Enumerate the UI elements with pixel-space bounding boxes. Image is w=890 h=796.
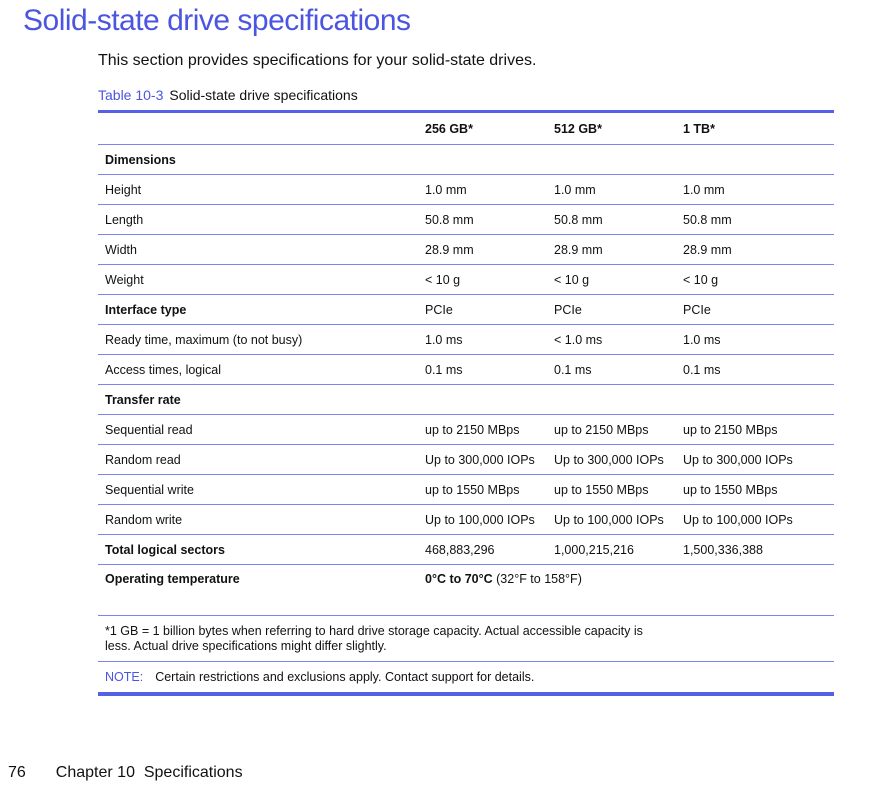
cell: up to 2150 MBps (547, 415, 676, 445)
cell: < 10 g (547, 265, 676, 295)
cell: 1.0 ms (418, 325, 547, 355)
row-label: Sequential read (98, 415, 418, 445)
table-row (98, 325, 834, 355)
cell: up to 1550 MBps (418, 475, 547, 505)
row-label: Height (98, 175, 418, 205)
row-label: Sequential write (98, 475, 418, 505)
cell: PCIe (676, 295, 834, 325)
cell: < 1.0 ms (547, 325, 676, 355)
cell: 468,883,296 (418, 535, 547, 565)
cell: 1.0 mm (547, 175, 676, 205)
cell: 1.0 mm (418, 175, 547, 205)
intro-text: This section provides specifications for your solid-state drives. (98, 52, 537, 69)
row-label: Dimensions (98, 145, 418, 175)
table-row (98, 235, 834, 265)
cell: 1,000,215,216 (547, 535, 676, 565)
cell: Up to 300,000 IOPs (676, 445, 834, 475)
note-text: Certain restrictions and exclusions apply. Contact support for details. (155, 670, 535, 684)
cell (418, 565, 834, 616)
page-number: 76 (8, 764, 26, 781)
row-label: Weight (98, 265, 418, 295)
row-label: Width (98, 235, 418, 265)
footnote: *1 GB = 1 billion bytes when referring to hard drive storage capacity. Actual accessible capacity is less. Actual drive specifications might differ slightly. (98, 616, 834, 662)
cell: < 10 g (676, 265, 834, 295)
table-row (98, 415, 834, 445)
table-row (98, 205, 834, 235)
table-row (98, 505, 834, 535)
cell: up to 2150 MBps (418, 415, 547, 445)
cell (547, 385, 676, 415)
row-label: Length (98, 205, 418, 235)
cell: 0.1 ms (418, 355, 547, 385)
cell: 1.0 mm (676, 175, 834, 205)
column-header: 256 GB* (418, 112, 547, 145)
cell: 28.9 mm (676, 235, 834, 265)
row-label: Access times, logical (98, 355, 418, 385)
cell: Up to 100,000 IOPs (418, 505, 547, 535)
cell: 0.1 ms (547, 355, 676, 385)
cell: PCIe (418, 295, 547, 325)
temp-fahrenheit: (32°F to 158°F) (492, 572, 582, 586)
row-label: Random read (98, 445, 418, 475)
row-label: Operating temperature (98, 565, 418, 616)
cell: 50.8 mm (676, 205, 834, 235)
row-label: Random write (98, 505, 418, 535)
cell: 1.0 ms (676, 325, 834, 355)
page-title: Solid-state drive specifications (23, 4, 411, 37)
cell (676, 385, 834, 415)
cell (418, 385, 547, 415)
temp-celsius: 0°C to 70°C (425, 572, 493, 586)
spec-table (98, 110, 834, 696)
table-row (98, 355, 834, 385)
note-row (98, 662, 834, 695)
chapter-title: Chapter 10 Specifications (55, 764, 243, 781)
cell: 50.8 mm (418, 205, 547, 235)
cell: PCIe (547, 295, 676, 325)
table-row (98, 385, 834, 415)
table-row (98, 445, 834, 475)
table-header-row (98, 112, 834, 145)
cell: Up to 300,000 IOPs (418, 445, 547, 475)
table-row (98, 295, 834, 325)
cell: Up to 100,000 IOPs (547, 505, 676, 535)
table-number: Table 10-3 (98, 87, 164, 103)
table-row (98, 535, 834, 565)
cell: up to 2150 MBps (676, 415, 834, 445)
table-row (98, 145, 834, 175)
footnote-row (98, 616, 834, 662)
column-header: 512 GB* (547, 112, 676, 145)
column-header (98, 112, 418, 145)
table-row (98, 175, 834, 205)
table-caption (98, 87, 358, 103)
cell: up to 1550 MBps (547, 475, 676, 505)
cell (676, 145, 834, 175)
cell: < 10 g (418, 265, 547, 295)
cell: 28.9 mm (547, 235, 676, 265)
cell: 0.1 ms (676, 355, 834, 385)
column-header: 1 TB* (676, 112, 834, 145)
page-footer (8, 764, 243, 782)
table-caption-text: Solid-state drive specifications (169, 87, 358, 103)
table-row (98, 265, 834, 295)
table-row (98, 565, 834, 616)
cell: 50.8 mm (547, 205, 676, 235)
cell: 1,500,336,388 (676, 535, 834, 565)
cell (418, 145, 547, 175)
table-row (98, 475, 834, 505)
row-label: Interface type (98, 295, 418, 325)
row-label: Total logical sectors (98, 535, 418, 565)
row-label: Ready time, maximum (to not busy) (98, 325, 418, 355)
cell (547, 145, 676, 175)
cell: 28.9 mm (418, 235, 547, 265)
cell: up to 1550 MBps (676, 475, 834, 505)
row-label: Transfer rate (98, 385, 418, 415)
note-label: NOTE: (105, 670, 144, 684)
cell: Up to 300,000 IOPs (547, 445, 676, 475)
cell: Up to 100,000 IOPs (676, 505, 834, 535)
